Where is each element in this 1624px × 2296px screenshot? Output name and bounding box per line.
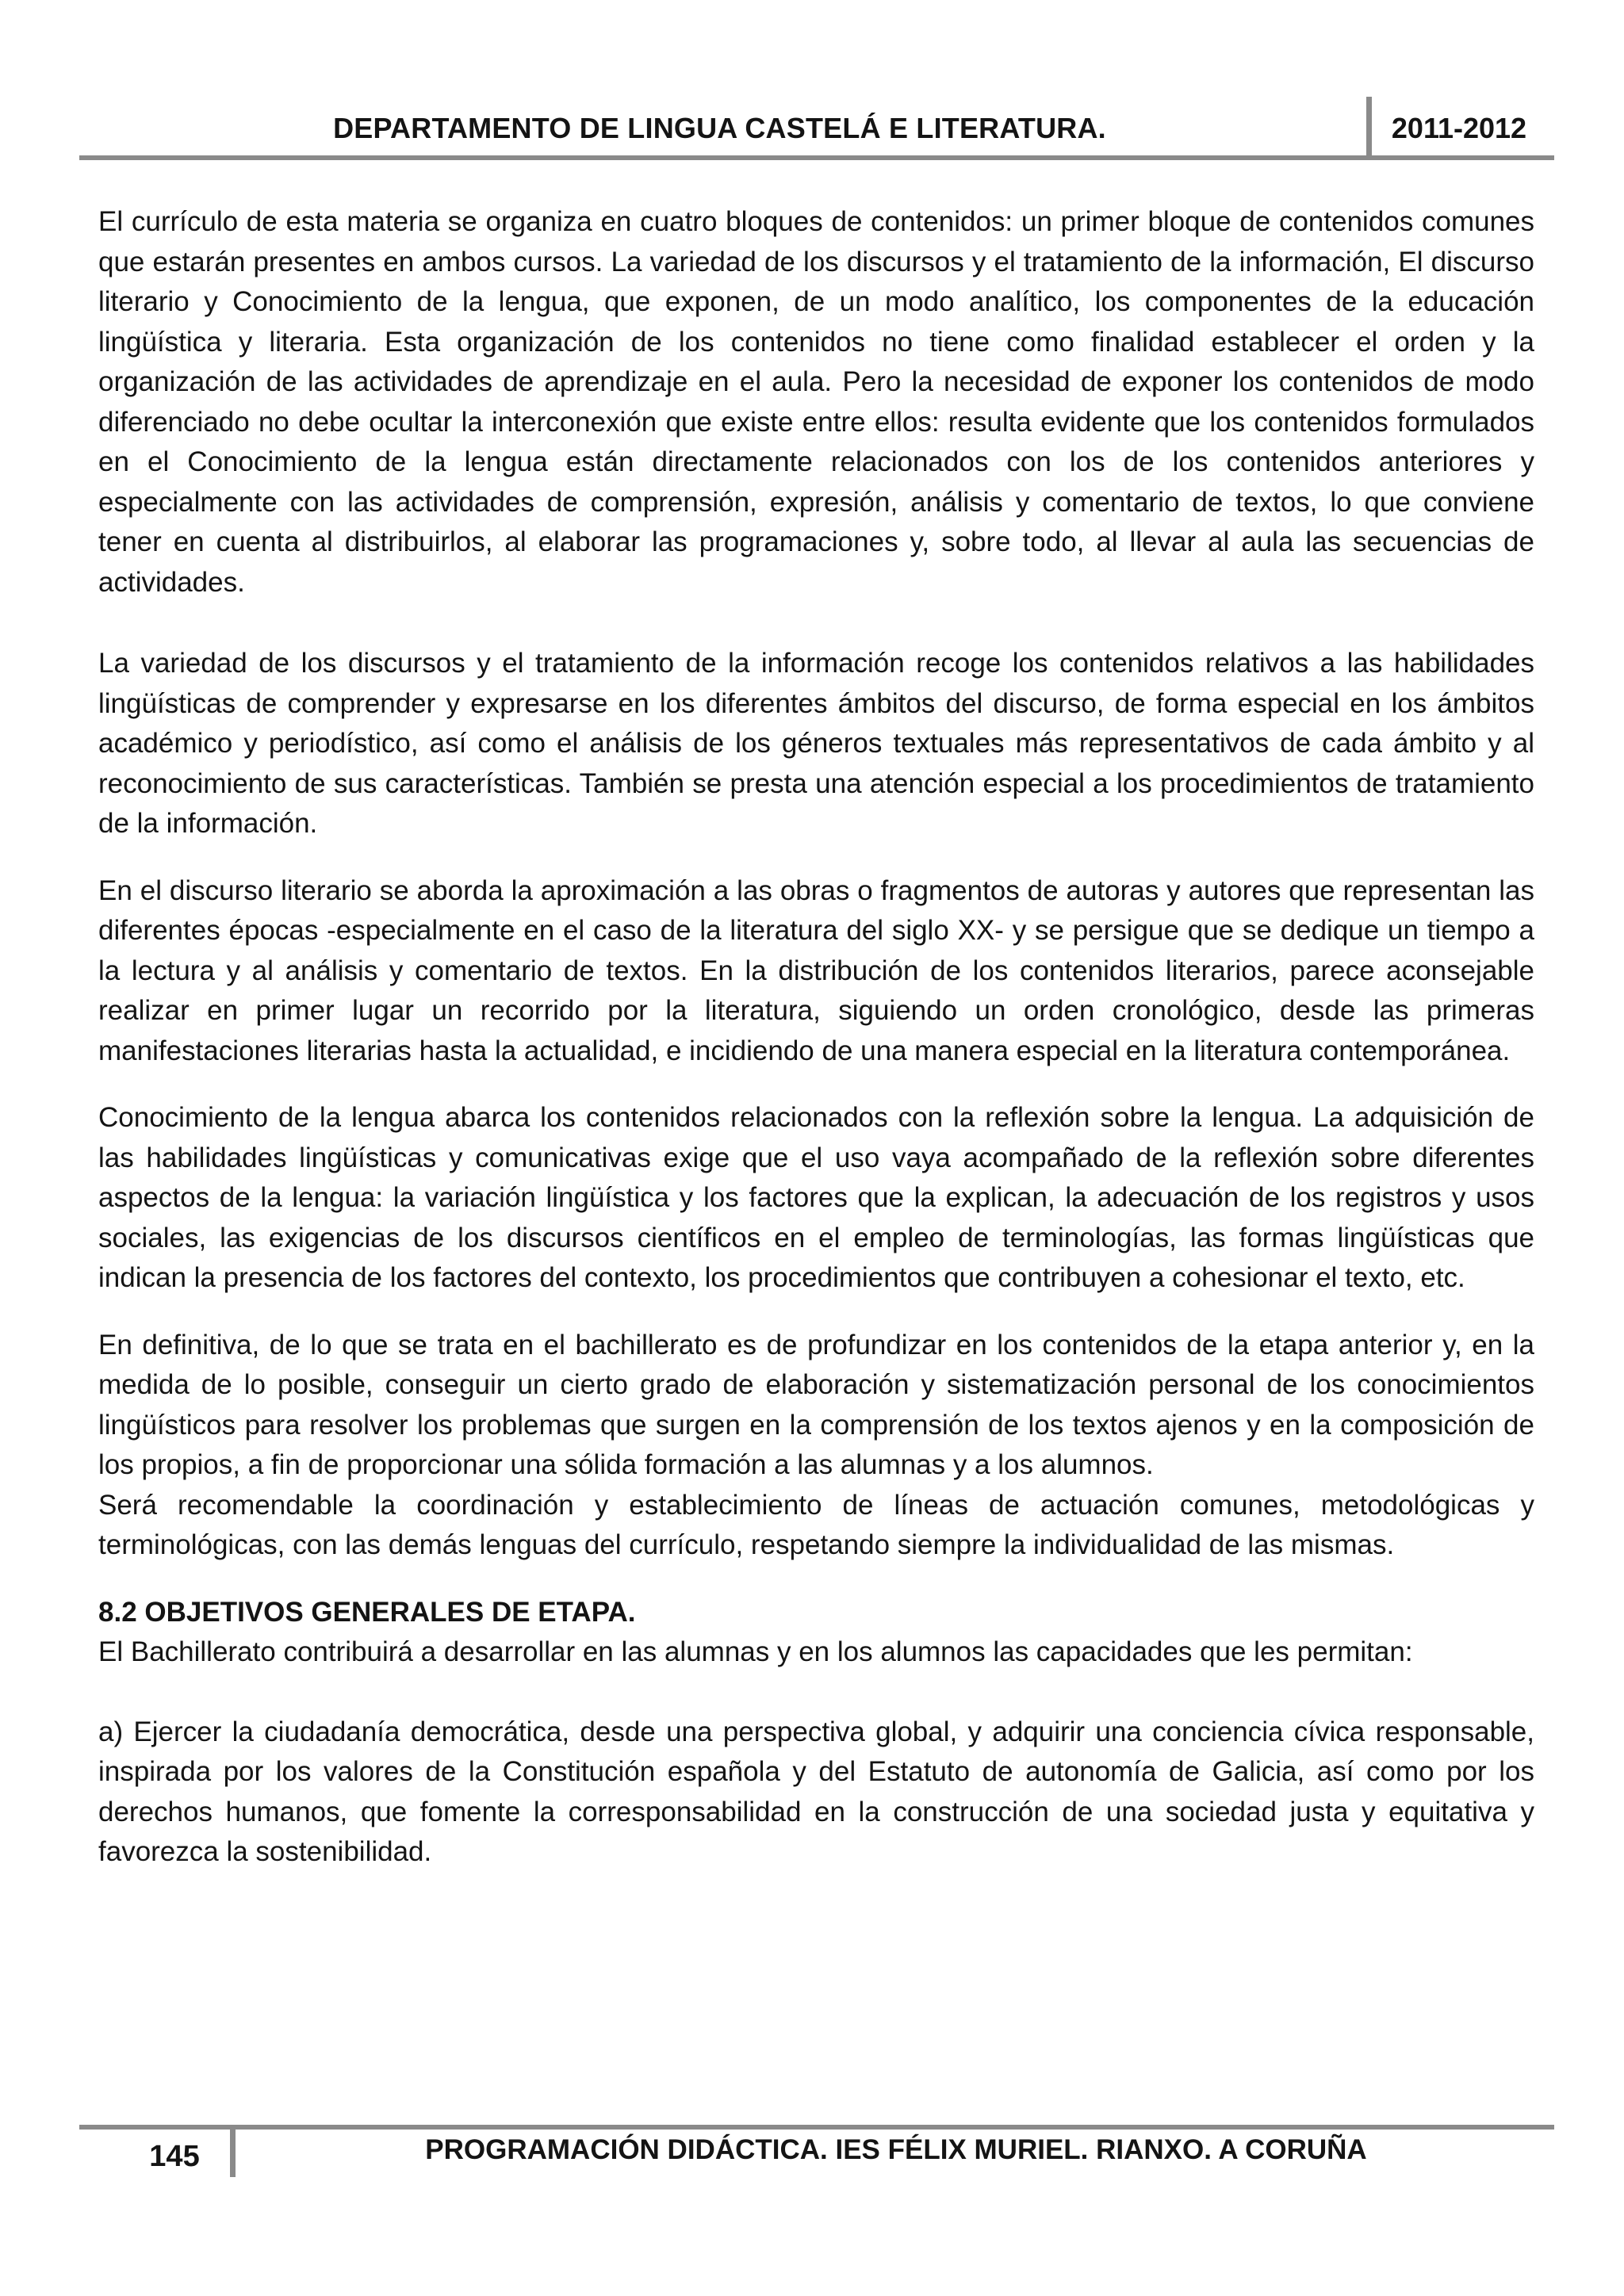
paragraph-coordinacion: Será recomendable la coordinación y establecimiento de líneas de actuación comunes, metodológicas y terminológicas, con las demás lenguas del currículo, respetando siempre la individualidad de las mismas. xyxy=(98,1489,1534,1560)
header-divider xyxy=(1366,97,1372,160)
paragraph-curriculum: El currículo de esta materia se organiza en cuatro bloques de contenidos: un primer bloque de contenidos comunes que estarán presentes en ambos cursos. La variedad de los discursos y el tratamiento de la información, El discurso literario y Conocimiento de la lengua, que exponen, de un modo analítico, los componentes de la educación lingüística y literaria. Esta organización de los contenidos no tiene como finalidad establecer el orden y la organización de las actividades de aprendizaje en el aula. Pero la necesidad de exponer los contenidos de modo diferenciado no debe ocultar la interconexión que existe entre ellos: resulta evidente que los contenidos formulados en el Conocimiento de la lengua están directamente relacionados con los de los contenidos anteriores y especialmente con las actividades de comprensión, expresión, análisis y comentario de textos, lo que conviene tener en cuenta al distribuirlos, al elaborar las programaciones y, sobre todo, al llevar al aula las secuencias de actividades. xyxy=(98,206,1534,598)
blank-line xyxy=(98,1673,1534,1712)
footer-rule xyxy=(79,2125,1554,2130)
section-heading: 8.2 OBJETIVOS GENERALES DE ETAPA. xyxy=(98,1596,636,1628)
paragraph-intro: El Bachillerato contribuirá a desarrollar en las alumnas y en los alumnos las capacidades que les permitan: xyxy=(98,1636,1413,1667)
paragraph-discurso-literario: En el discurso literario se aborda la aproximación a las obras o fragmentos de autoras y autores que representan las diferentes épocas -especialmente en el caso de la literatura del siglo XX- y se persigue que se dedique un tiempo a la lectura y al análisis y comentario de textos. En la distribución de los contenidos literarios, parece aconsejable realizar en primer lugar un recorrido por la literatura, siguiendo un orden cronológico, desde las primeras manifestaciones literarias hasta la actualidad, e incidiendo de una manera especial en la literatura contemporánea. xyxy=(98,874,1534,1066)
header-title: DEPARTAMENTO DE LINGUA CASTELÁ E LITERATURA. xyxy=(333,112,1106,144)
footer-divider xyxy=(230,2125,236,2177)
page-number: 145 xyxy=(149,2140,200,2173)
footer-text: PROGRAMACIÓN DIDÁCTICA. IES FÉLIX MURIEL. RIANXO. A CORUÑA xyxy=(425,2134,1367,2165)
paragraph-conocimiento-lengua: Conocimiento de la lengua abarca los contenidos relacionados con la reflexión sobre la lengua. La adquisición de las habilidades lingüísticas y comunicativas exige que el uso vaya acompañado de la reflexión sobre diferentes aspectos de la lengua: la variación lingüística y los factores que la explican, la adecuación de los registros y usos sociales, las exigencias de los discursos científicos en el empleo de terminologías, las formas lingüísticas que indican la presencia de los factores del contexto, los procedimientos que contribuyen a cohesionar el texto, etc. xyxy=(98,1102,1534,1293)
paragraph-en-definitiva: En definitiva, de lo que se trata en el bachillerato es de profundizar en los contenidos de la etapa anterior y, en la medida de lo posible, conseguir un cierto grado de elaboración y sistematización personal de los conocimientos lingüísticos para resolver los problemas que surgen en la comprensión de los textos ajenos y en la composición de los propios, a fin de proporcionar una sólida formación a las alumnas y a los alumnos. xyxy=(98,1329,1534,1480)
page-body xyxy=(98,202,1534,1900)
objective-a: a) Ejercer la ciudadanía democrática, desde una perspectiva global, y adquirir una conciencia cívica responsable, inspirada por los valores de la Constitución española y del Estatuto de autonomía de Galicia, así como por los derechos humanos, que fomente la corresponsabilidad en la construcción de una sociedad justa y equitativa y favorezca la sostenibilidad. xyxy=(98,1716,1534,1867)
header-year: 2011-2012 xyxy=(1391,112,1527,144)
paragraph-discursos: La variedad de los discursos y el tratamiento de la información recoge los contenidos relativos a las habilidades lingüísticas de comprender y expresarse en los diferentes ámbitos del discurso, de forma especial en los ámbitos académico y periodístico, así como el análisis de los géneros textuales más representativos de cada ámbito y al reconocimiento de sus características. También se presta una atención especial a los procedimientos de tratamiento de la información. xyxy=(98,648,1534,839)
header-rule xyxy=(79,155,1554,160)
